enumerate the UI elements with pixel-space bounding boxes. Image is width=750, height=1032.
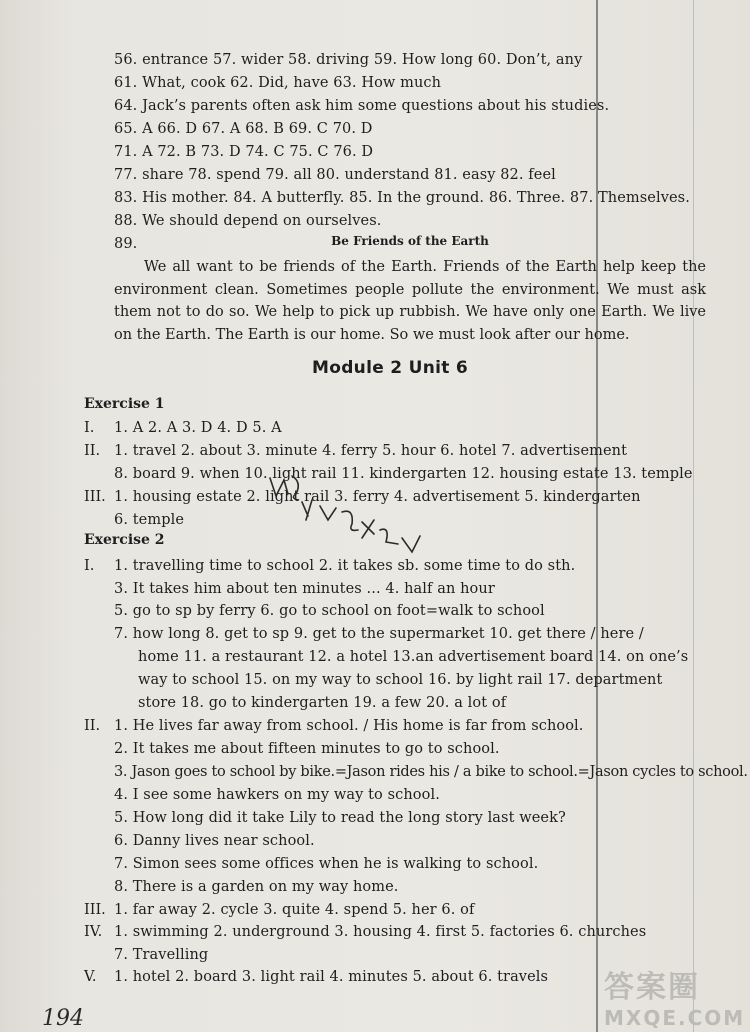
watermark-text-bottom: MXQE.COM xyxy=(604,1006,746,1030)
answer-line: 65. A 66. D 67. A 68. B 69. C 70. D xyxy=(114,121,373,137)
story-title: Be Friends of the Earth xyxy=(331,234,489,248)
answer-line: 1. He lives far away from school. / His home is far from school. xyxy=(114,718,584,734)
section-roman: III. xyxy=(84,489,106,505)
answer-line: 1. A 2. A 3. D 4. D 5. A xyxy=(114,420,282,436)
answer-line: 1. far away 2. cycle 3. quite 4. spend 5. her 6. of xyxy=(114,902,475,918)
section-roman: I. xyxy=(84,420,95,436)
exercise-2-heading: Exercise 2 xyxy=(84,532,165,548)
answer-line: 8. There is a garden on my way home. xyxy=(114,879,399,895)
answer-line: 6. Danny lives near school. xyxy=(114,833,315,849)
answer-line: 5. How long did it take Lily to read the long story last week? xyxy=(114,810,566,826)
answer-line: 1. travelling time to school 2. it takes sb. some time to do sth. xyxy=(114,558,576,574)
watermark-logo xyxy=(604,962,744,1028)
watermark-text-top: 答案圈 xyxy=(604,970,700,1005)
answer-line: 4. I see some hawkers on my way to school. xyxy=(114,787,440,803)
answer-line: 2. It takes me about fifteen minutes to go to school. xyxy=(114,741,500,757)
answer-line: 1. hotel 2. board 3. light rail 4. minutes 5. about 6. travels xyxy=(114,969,549,985)
section-roman: V. xyxy=(84,969,97,985)
answer-line: 8. board 9. when 10. light rail 11. kindergarten 12. housing estate 13. temple xyxy=(114,466,693,482)
page-number: 194 xyxy=(42,1006,84,1031)
exercise-1-heading: Exercise 1 xyxy=(84,396,165,412)
section-roman: III. xyxy=(84,902,106,918)
answer-line: 56. entrance 57. wider 58. driving 59. How long 60. Don’t, any xyxy=(114,52,583,68)
pencil-scribble-icon xyxy=(262,472,452,582)
answer-line: 1. travel 2. about 3. minute 4. ferry 5. hour 6. hotel 7. advertisement xyxy=(114,443,628,459)
answer-line: 83. His mother. 84. A butterfly. 85. In the ground. 86. Three. 87. Themselves. xyxy=(114,190,690,206)
answer-line: 61. What, cook 62. Did, have 63. How much xyxy=(114,75,442,91)
module-heading: Module 2 Unit 6 xyxy=(312,358,468,378)
answer-line: 7. Simon sees some offices when he is walking to school. xyxy=(114,856,539,872)
answer-line: 7. how long 8. get to sp 9. get to the supermarket 10. get there / here / xyxy=(114,626,644,642)
section-roman: II. xyxy=(84,718,101,734)
section-roman: II. xyxy=(84,443,101,459)
answer-line: 3. It takes him about ten minutes ... 4. half an hour xyxy=(114,581,495,597)
section-roman: IV. xyxy=(84,924,103,940)
answer-line: 3. Jason goes to school by bike.=Jason rides his / a bike to school.=Jason cycles to school. xyxy=(114,764,748,780)
story-paragraph: We all want to be friends of the Earth. Friends of the Earth help keep the environment clean. Sometimes people pollute the environment. We must ask them not to do so. We help to pick up rubbish. We have only one Earth. We live on the Earth. The Earth is our home. So we must look after our home. xyxy=(114,259,706,343)
page-edge-line xyxy=(693,0,694,1032)
answer-line: 6. temple xyxy=(114,512,185,528)
answer-line: 7. Travelling xyxy=(114,947,209,963)
answer-line: 1. swimming 2. underground 3. housing 4. first 5. factories 6. churches xyxy=(114,924,647,940)
answer-line: 77. share 78. spend 79. all 80. understand 81. easy 82. feel xyxy=(114,167,556,183)
answer-line: way to school 15. on my way to school 16. by light rail 17. department xyxy=(138,672,663,688)
answer-line: 71. A 72. B 73. D 74. C 75. C 76. D xyxy=(114,144,374,160)
answer-line: home 11. a restaurant 12. a hotel 13.an advertisement board 14. on one’s xyxy=(138,649,689,665)
page-fold-line xyxy=(596,0,598,1032)
answer-line: 1. housing estate 2. light rail 3. ferry 4. advertisement 5. kindergarten xyxy=(114,489,641,505)
answer-line: 88. We should depend on ourselves. xyxy=(114,213,382,229)
answer-line: store 18. go to kindergarten 19. a few 20. a lot of xyxy=(138,695,507,711)
answer-line: 89. xyxy=(114,236,138,252)
answer-line: 5. go to sp by ferry 6. go to school on foot=walk to school xyxy=(114,603,545,619)
answer-line: 64. Jack’s parents often ask him some questions about his studies. xyxy=(114,98,610,114)
section-roman: I. xyxy=(84,558,95,574)
